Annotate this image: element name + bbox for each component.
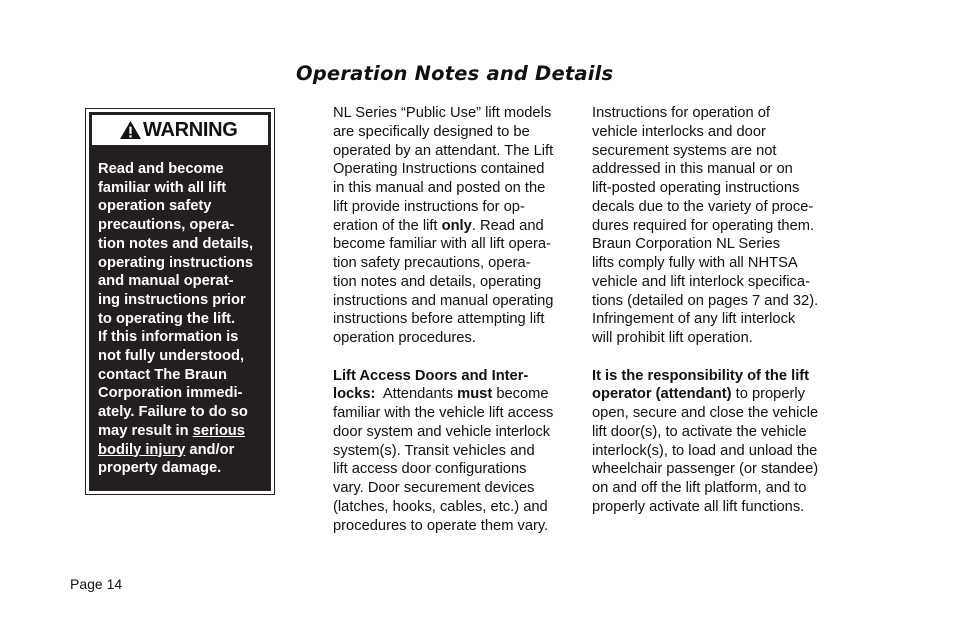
warning-text: Read and become familiar with all lift operation safety precautions, opera- tion notes and details, operating instructions and manual operat- ing instructions prior to operating the lift. If this information is not fully understood, contact The Braun Corporation immedi- ately. Failure to do so may result in serious bodily injury and/or property damage. [98, 161, 254, 477]
emphasis-only: only [441, 217, 472, 234]
underlined-text: serious [192, 422, 245, 439]
page-title: Operation Notes and Details [296, 62, 614, 85]
warning-panel [89, 112, 271, 491]
page-number: Page 14 [70, 576, 123, 592]
emphasis-operator: operator (attendant) [592, 386, 732, 403]
paragraph-access-doors: Lift Access Doors and Inter- locks: Attendants must become familiar with the vehicle lift access door system and vehicle interlock system(s). Transit vehicles and lift access door configurations vary. Door securement devices (latches, hooks, cables, etc.) and procedures to operate them vary. [333, 367, 554, 534]
emphasis-responsibility: It is the responsibility of the lift [592, 367, 810, 384]
section-heading: locks: [333, 386, 376, 403]
paragraph-interlocks: Instructions for operation of vehicle interlocks and door securement systems are not addressed in this manual or on lift-posted operating instructions decals due to the variety of proce- dures required for operating them. Braun Corporation NL Series lifts comply fully with all NHTSA vehicle and lift interlock specifica- tions (detailed on pages 7 and 32). Infringement of any lift interlock will prohibit lift operation. [592, 105, 819, 346]
warning-label: WARNING [143, 118, 238, 141]
paragraph-intro: NL Series “Public Use” lift models are specifically designed to be operated by an attendant. The Lift Operating Instructions contained in this manual and posted on the lift provide instructions for op- eration of the lift only. Read and become familiar with all lift opera- tion safety precautions, opera- tion notes and details, operating instructions and manual operating instructions before attempting lift operation procedures. [333, 105, 554, 346]
warning-header [91, 114, 269, 146]
section-heading: Lift Access Doors and Inter- [333, 367, 529, 384]
warning-triangle-icon [119, 120, 142, 140]
emphasis-must: must [457, 386, 493, 403]
text-column-1 [333, 104, 553, 554]
text-column-2 [592, 104, 818, 535]
warning-box [85, 108, 275, 495]
paragraph-responsibility: It is the responsibility of the lift operator (attendant) to properly open, secure and close the vehicle lift door(s), to activate the vehicle interlock(s), to load and unload the wheelchair passenger (or standee) on and off the lift platform, and to properly activate all lift functions. [592, 367, 819, 515]
underlined-text: bodily injury [98, 441, 186, 458]
